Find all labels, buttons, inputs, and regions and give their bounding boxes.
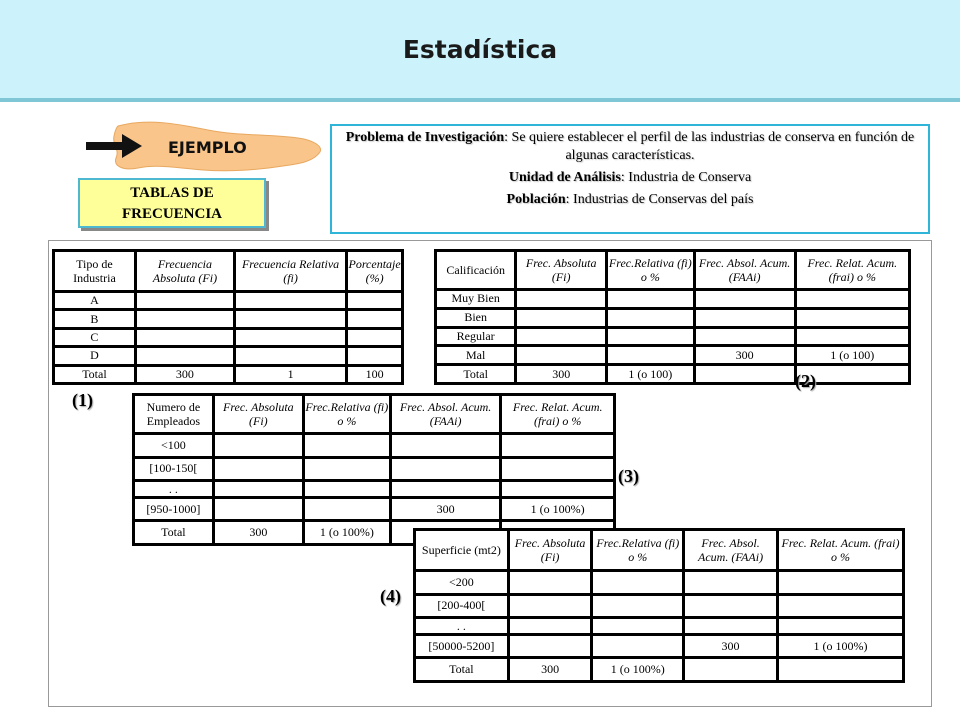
table-row [416,572,902,593]
tablas-line-2: FRECUENCIA [121,206,222,222]
table-cell [215,482,302,496]
poblacion-paragraph [342,191,918,209]
row-label-cell: Total [416,659,507,680]
row-label-cell: Regular [437,329,514,345]
unidad-label: Unidad de Análisis [508,170,621,185]
row-label-cell: Total [135,522,212,543]
table-cell: 300 [137,367,233,382]
tablas-line-1: TABLAS DE [130,185,214,201]
table-row [55,367,401,382]
table-cell [510,572,591,593]
table-3-label: (3) [618,466,639,486]
problema-label: Problema de Investigación [345,130,505,145]
ejemplo-label: EJEMPLO [168,138,247,157]
table-cell [797,329,908,345]
table-cell: 1 (o 100) [797,347,908,363]
table-row [416,659,902,680]
column-header: Frec. Relat. Acum. (frai) o % [502,396,613,432]
table-cell: 300 [392,499,500,520]
table-cell [502,459,613,480]
table-row [135,435,613,456]
frequency-table-4 [413,528,905,683]
table-row [55,311,401,326]
table-row [55,330,401,345]
row-label-cell: C [55,330,134,345]
poblacion-label: Población [506,192,566,207]
table-cell: 1 [236,367,345,382]
table-cell [236,330,345,345]
row-label-cell: . . [416,619,507,633]
column-header: Frecuencia Absoluta (Fi) [137,252,233,290]
column-header: Frec. Absol. Acum. (FAAi) [685,531,776,569]
table-cell [392,435,500,456]
table-cell [305,459,389,480]
column-header: Calificación [437,252,514,288]
table-cell [137,348,233,363]
table-cell [685,659,776,680]
poblacion-text: : Industrias de Conservas del país [565,192,754,207]
table-cell [696,291,794,307]
table-cell [593,636,682,657]
table-cell [696,310,794,326]
row-label-cell: Total [437,366,514,382]
row-label-cell: [200-400[ [416,596,507,617]
table-row [135,499,613,520]
column-header: Frec.Relativa (fi) o % [593,531,682,569]
column-header: Frec. Absol. Acum. (FAAi) [696,252,794,288]
table-cell [779,596,902,617]
page-title: Estadística [402,35,558,64]
table-cell [696,366,794,382]
row-label-cell: [100-150[ [135,459,212,480]
table-row [437,366,908,382]
table-cell [348,311,401,326]
column-header: Tipo de Industria [55,252,134,290]
table-cell [517,347,605,363]
table-header-row [416,531,902,569]
row-label-cell: [50000-5200] [416,636,507,657]
row-label-cell: A [55,293,134,308]
table-cell [779,659,902,680]
row-label-cell: Muy Bien [437,291,514,307]
table-cell: 100 [348,367,401,382]
table-cell [510,619,591,633]
unidad-paragraph [342,169,918,187]
column-header: Frec. Absoluta (Fi) [517,252,605,288]
row-label-cell: B [55,311,134,326]
table-cell [236,311,345,326]
table-cell [797,291,908,307]
table-cell [215,435,302,456]
table-cell [348,348,401,363]
table-cell [137,330,233,345]
table-cell: 1 (o 100%) [502,499,613,520]
table-cell [502,435,613,456]
table-cell [236,293,345,308]
table-cell [517,310,605,326]
column-header: Frec. Relat. Acum. (frai) o % [797,252,908,288]
table-cell [305,499,389,520]
table-row [55,293,401,308]
table-cell [593,596,682,617]
table-row [437,329,908,345]
table-row [437,310,908,326]
table-cell [593,572,682,593]
table-cell [510,596,591,617]
table-row [416,636,902,657]
arrow-right-icon [86,133,146,159]
row-label-cell: Mal [437,347,514,363]
table-cell [137,293,233,308]
table-row [416,596,902,617]
table-header-row [55,252,401,290]
table-cell: 1 (o 100%) [593,659,682,680]
table-cell [348,293,401,308]
table-row [55,348,401,363]
column-header: Numero de Empleados [135,396,212,432]
table-cell [608,347,693,363]
row-label-cell: [950-1000] [135,499,212,520]
table-cell: 1 (o 100%) [779,636,902,657]
table-cell [510,636,591,657]
table-cell [685,619,776,633]
problema-paragraph [342,129,918,165]
table-cell [608,329,693,345]
row-label-cell: Total [55,367,134,382]
table-cell [305,435,389,456]
table-row [437,291,908,307]
table-row [437,347,908,363]
table-header-row [437,252,908,288]
row-label-cell: D [55,348,134,363]
table-cell [215,459,302,480]
problem-description-box [330,124,930,234]
column-header: Porcentaje (%) [348,252,401,290]
table-cell [608,310,693,326]
table-4-label: (4) [380,586,401,606]
table-cell [305,482,389,496]
frequency-table-3 [132,393,616,546]
frequency-table-1 [52,249,404,385]
table-1-label: (1) [72,390,93,410]
table-cell [593,619,682,633]
row-label-cell: Bien [437,310,514,326]
table-cell [137,311,233,326]
table-header-row [135,396,613,432]
table-cell [502,482,613,496]
table-2-label: (2) [795,371,816,391]
table-cell: 300 [215,522,302,543]
table-cell: 300 [685,636,776,657]
table-cell [696,329,794,345]
table-row [135,459,613,480]
table-row [135,482,613,496]
table-row [416,619,902,633]
column-header: Frec. Absoluta (Fi) [510,531,591,569]
table-cell [517,291,605,307]
table-cell [392,459,500,480]
table-cell [348,330,401,345]
table-cell: 300 [696,347,794,363]
table-cell: 300 [510,659,591,680]
row-label-cell: . . [135,482,212,496]
table-cell [392,482,500,496]
column-header: Frec. Absoluta (Fi) [215,396,302,432]
column-header: Frec. Absol. Acum. (FAAi) [392,396,500,432]
table-cell [685,596,776,617]
column-header: Frec.Relativa (fi) o % [608,252,693,288]
unidad-text: : Industria de Conserva [620,170,752,185]
table-cell [685,572,776,593]
column-header: Superficie (mt2) [416,531,507,569]
row-label-cell: <200 [416,572,507,593]
table-cell [797,310,908,326]
table-cell [779,619,902,633]
header-bar [0,0,960,102]
table-cell: 300 [517,366,605,382]
table-cell: 1 (o 100%) [305,522,389,543]
table-cell [779,572,902,593]
table-cell [215,499,302,520]
column-header: Frec.Relativa (fi) o % [305,396,389,432]
frequency-table-2 [434,249,911,385]
column-header: Frec. Relat. Acum. (frai) o % [779,531,902,569]
table-cell [236,348,345,363]
table-cell [517,329,605,345]
row-label-cell: <100 [135,435,212,456]
problema-text: : Se quiere establecer el perfil de las industrias de conserva en función de algunas características. [504,130,915,163]
column-header: Frecuencia Relativa (fi) [236,252,345,290]
table-cell [608,291,693,307]
tablas-de-frecuencia-box [78,178,266,228]
table-cell: 1 (o 100) [608,366,693,382]
